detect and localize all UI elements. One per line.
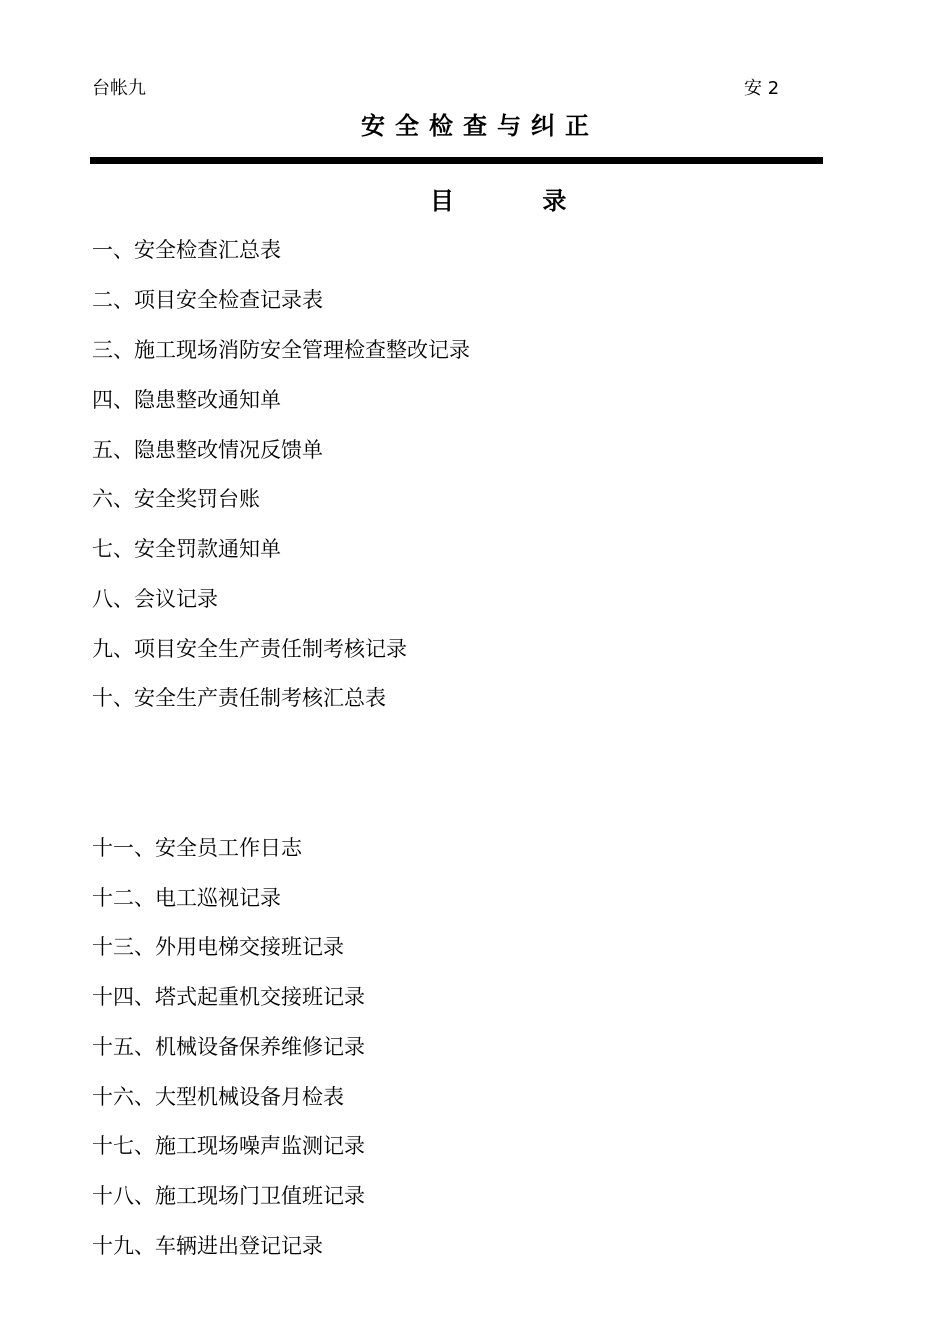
toc-item: 十、安全生产责任制考核汇总表 (92, 686, 386, 710)
toc-item: 四、隐患整改通知单 (92, 388, 281, 412)
toc-item: 十四、塔式起重机交接班记录 (92, 985, 365, 1009)
toc-item: 十六、大型机械设备月检表 (92, 1085, 344, 1109)
toc-item: 五、隐患整改情况反馈单 (92, 438, 323, 462)
toc-item: 七、安全罚款通知单 (92, 537, 281, 561)
toc-item: 一、安全检查汇总表 (92, 238, 281, 262)
toc-item: 十八、施工现场门卫值班记录 (92, 1184, 365, 1208)
toc-item: 二、项目安全检查记录表 (92, 288, 323, 312)
toc-heading: 目 录 (430, 187, 607, 215)
toc-item: 十一、安全员工作日志 (92, 836, 302, 860)
toc-item: 十二、电工巡视记录 (92, 886, 281, 910)
section-code: 安 2 (744, 78, 780, 99)
ledger-label: 台帐九 (92, 78, 146, 99)
toc-item: 十七、施工现场噪声监测记录 (92, 1134, 365, 1158)
page-title: 安全检查与纠正 (361, 112, 599, 140)
title-divider (90, 157, 823, 164)
toc-item: 六、安全奖罚台账 (92, 487, 260, 511)
toc-item: 三、施工现场消防安全管理检查整改记录 (92, 338, 470, 362)
toc-item: 十五、机械设备保养维修记录 (92, 1035, 365, 1059)
toc-item: 八、会议记录 (92, 587, 218, 611)
toc-item: 九、项目安全生产责任制考核记录 (92, 637, 407, 661)
toc-item: 十三、外用电梯交接班记录 (92, 935, 344, 959)
toc-item: 十九、车辆进出登记记录 (92, 1234, 323, 1258)
